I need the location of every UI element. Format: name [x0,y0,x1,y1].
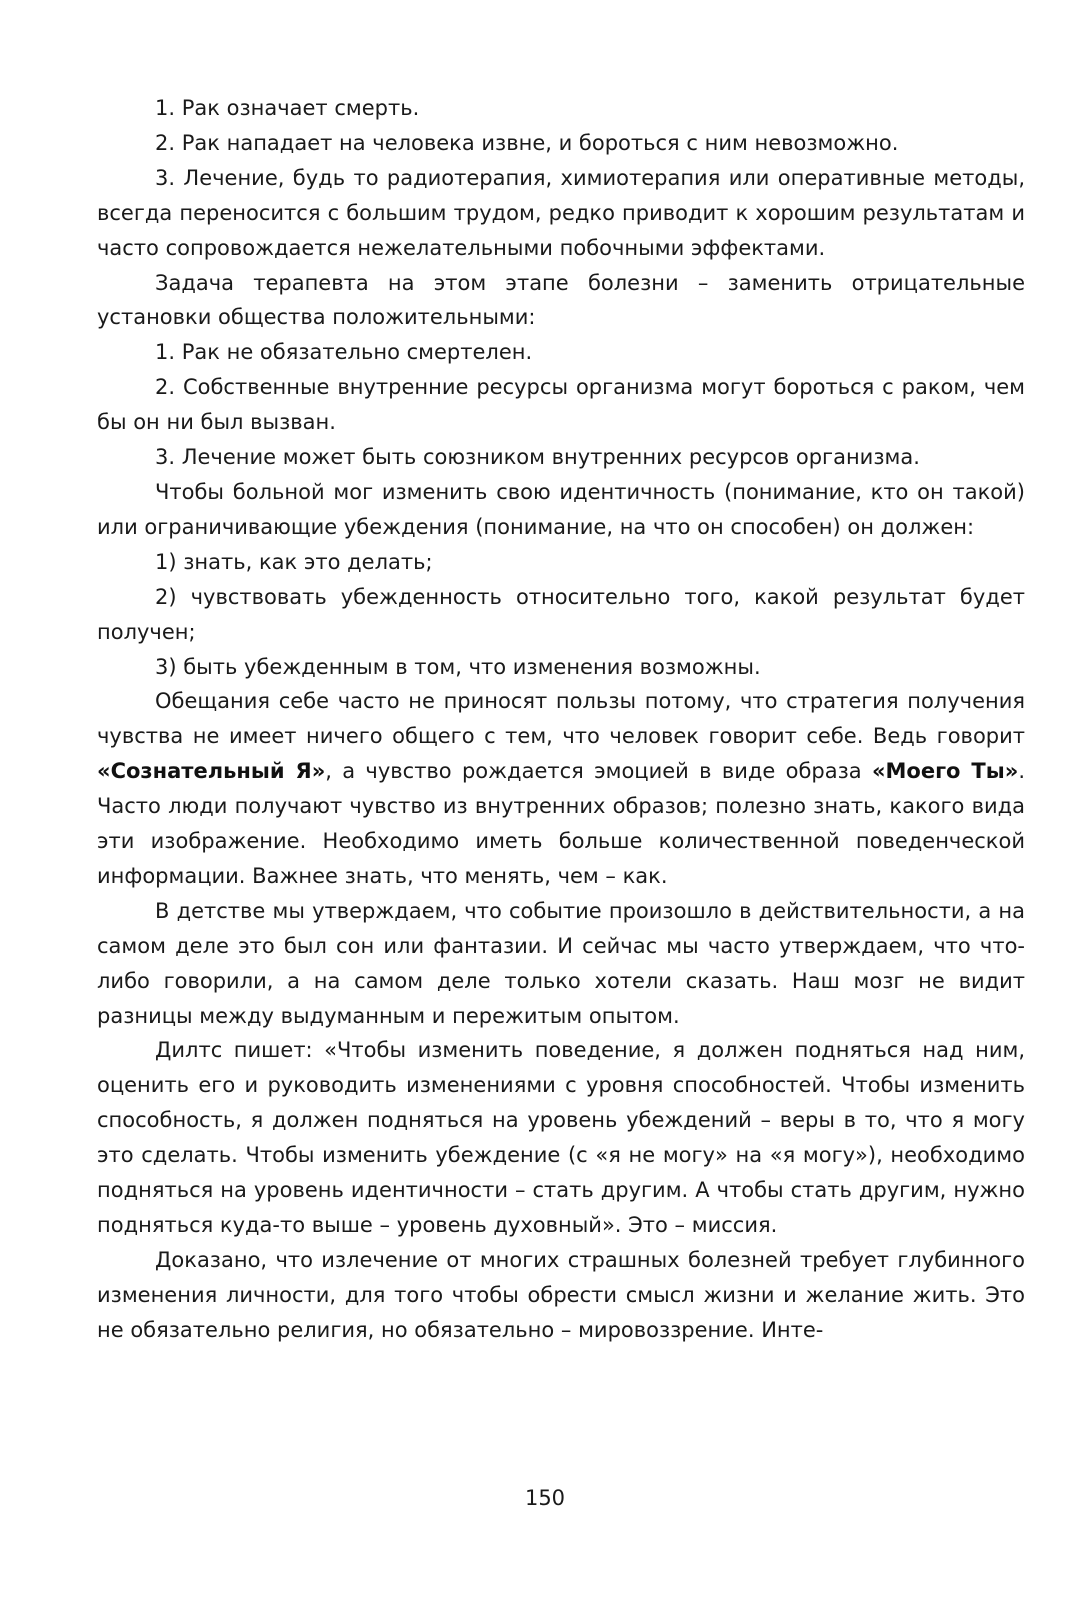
paragraph [97,650,1025,685]
text-run: , а чувство рождается эмоцией в виде образа [325,759,872,784]
text-run: 1. Рак означает смерть. [155,96,420,120]
text-run: 3. Лечение может быть союзником внутренних ресурсов организма. [155,445,920,470]
text-run: 1) знать, как это делать; [155,549,433,574]
text-run: Чтобы больной мог изменить свою идентичность (понимание, кто он такой) или ограничивающие убеждения (понимание, на что он способен) он должен: [97,479,1025,539]
paragraph [97,370,1025,440]
paragraph [97,126,1025,161]
text-run: 1. Рак не обязательно смертелен. [155,340,533,365]
paragraph [97,335,1025,370]
text-run: 2. Рак нападает на человека извне, и бороться с ним невозможно. [155,130,899,155]
text-run: В детстве мы утверждаем, что событие произошло в действительности, а на самом деле это был сон или фантазии. И сейчас мы часто утверждаем, что что-либо говорили, а на самом деле только хотели сказать. Наш мозг не видит разницы между выдуманным и пережитым опытом. [97,898,1025,1028]
text-run: Задача терапевта на этом этапе болезни – заменить отрицательные установки общества положительными: [97,270,1025,330]
text-run: Обещания себе часто не приносят пользы потому, что стратегия получения чувства не имеет ничего общего с тем, что человек говорит себе. Ведь говорит [97,689,1025,749]
paragraph [97,91,1025,126]
paragraph [97,1033,1025,1242]
paragraph [97,545,1025,580]
text-run: Доказано, что излечение от многих страшных болезней требует глубинного изменения личности, для того чтобы обрести смысл жизни и желание жить. Это не обязательно религия, но обязательно – мировоззрение. Инте- [97,1247,1025,1342]
text-run: Дилтс пишет: «Чтобы изменить поведение, я должен подняться над ним, оценить его и руководить изменениями с уровня способностей. Чтобы изменить способность, я должен подняться на уровень убеждений – веры в то, что я могу это сделать. Чтобы изменить убеждение (с «я не могу» на «я могу»), необходимо подняться на уровень идентичности – стать другим. А чтобы стать другим, нужно подняться куда-то выше – уровень духовный». Это – миссия. [97,1038,1025,1237]
paragraph [97,894,1025,1034]
paragraph [97,161,1025,266]
paragraph [97,1243,1025,1348]
text-run: . Часто люди получают чувство из внутренних образов; полезно знать, какого вида эти изображение. Необходимо иметь больше количественной поведенческой информации. Важнее знать, что менять, чем – как. [97,759,1026,888]
page-number: 150 [524,1486,566,1510]
paragraph [97,266,1025,336]
paragraph [97,580,1025,650]
paragraph [97,475,1025,545]
bold-term: «Сознательный Я» [97,759,326,784]
bold-term: «Моего Ты» [871,759,1019,784]
page-text-body [97,91,1025,1348]
text-run: 3. Лечение, будь то радиотерапия, химиотерапия или оперативные методы, всегда переносится с большим трудом, редко приводит к хорошим результатам и часто сопровождается нежелательными побочными эффектами. [97,165,1025,260]
paragraph [97,684,1025,893]
text-run: 3) быть убежденным в том, что изменения возможны. [155,654,761,679]
text-run: 2. Собственные внутренние ресурсы организма могут бороться с раком, чем бы он ни был вызван. [97,375,1025,435]
paragraph [97,440,1025,475]
text-run: 2) чувствовать убежденность относительно того, какой результат будет получен; [97,584,1025,644]
